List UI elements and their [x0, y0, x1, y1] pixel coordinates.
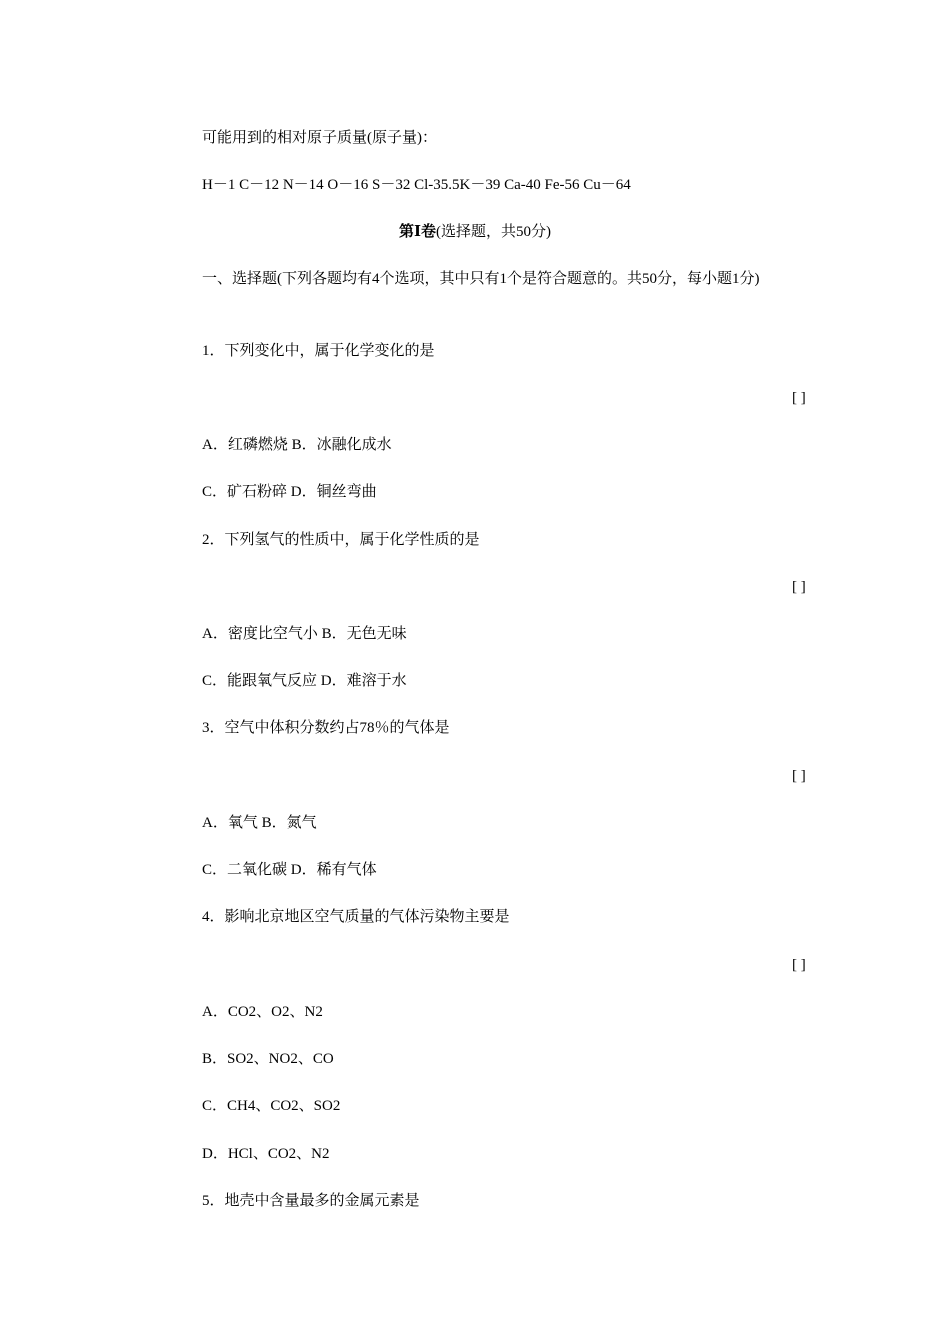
question-1-stem: 1．下列变化中，属于化学变化的是: [202, 343, 435, 359]
section-title-rest: (选择题，共50分): [436, 224, 552, 240]
atomic-mass-values: H－1 C－12 N－14 O－16 S－32 Cl-35.5K－39 Ca-40 Fe-56 Cu－64: [202, 177, 631, 193]
section-title-bold: 第Ⅰ卷: [398, 224, 437, 240]
question-4-stem: 4．影响北京地区空气质量的气体污染物主要是: [202, 909, 510, 925]
question-4-option-a: A．CO2、O2、N2: [202, 1004, 323, 1020]
question-5-stem: 5．地壳中含量最多的金属元素是: [202, 1193, 420, 1209]
atomic-mass-title: 可能用到的相对原子质量(原子量)：: [202, 130, 437, 146]
question-3-option-line-1: A．氧气 B．氮气: [202, 815, 317, 831]
question-1-answer-bracket: [ ]: [792, 390, 806, 406]
question-3-option-line-2: C．二氧化碳 D．稀有气体: [202, 862, 377, 878]
question-2-stem: 2．下列氢气的性质中，属于化学性质的是: [202, 532, 480, 548]
question-2-option-line-2: C．能跟氧气反应 D．难溶于水: [202, 673, 407, 689]
question-2-option-line-1: A．密度比空气小 B．无色无味: [202, 626, 407, 642]
question-4-option-d: D．HCl、CO2、N2: [202, 1146, 330, 1162]
question-4-answer-bracket: [ ]: [792, 957, 806, 973]
question-4-option-b: B．SO2、NO2、CO: [202, 1051, 334, 1067]
question-3-stem: 3．空气中体积分数约占78％的气体是: [202, 720, 450, 736]
question-2-answer-bracket: [ ]: [792, 579, 806, 595]
question-1-option-line-2: C．矿石粉碎 D．铜丝弯曲: [202, 484, 377, 500]
instructions: 一、选择题(下列各题均有4个选项，其中只有1个是符合题意的。共50分，每小题1分): [202, 271, 760, 287]
question-3-answer-bracket: [ ]: [792, 768, 806, 784]
question-1-option-line-1: A．红磷燃烧 B．冰融化成水: [202, 437, 392, 453]
question-4-option-c: C．CH4、CO2、SO2: [202, 1098, 341, 1114]
section-title: [0, 222, 950, 242]
